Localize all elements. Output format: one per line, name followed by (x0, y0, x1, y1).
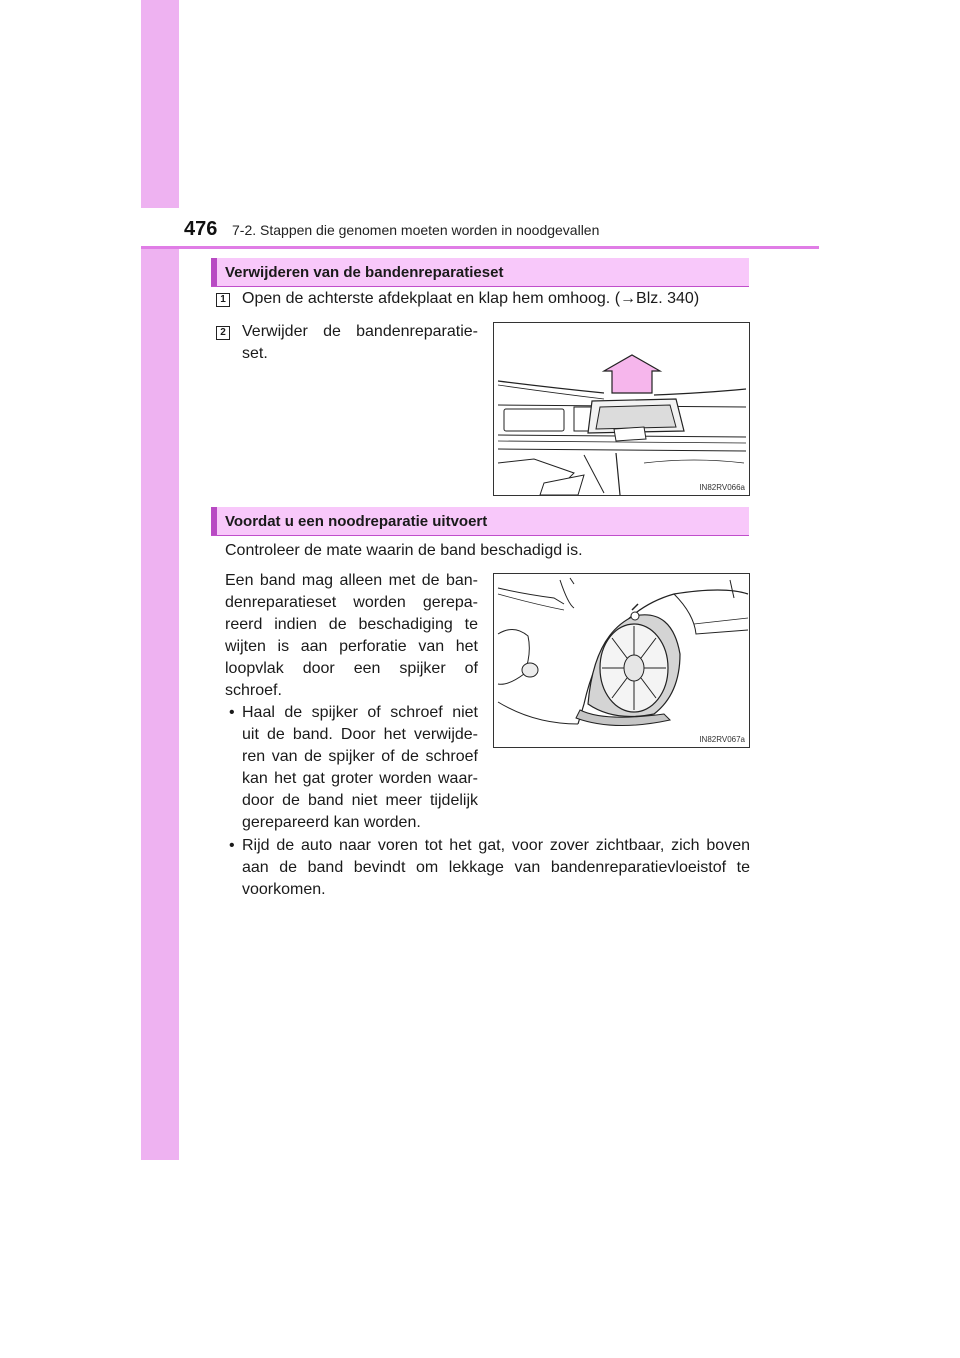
section-heading-accent (211, 258, 217, 286)
step-number-2: 2 (216, 326, 230, 340)
figure-repair-kit-removal (493, 322, 750, 496)
figure-code-1: IN82RV066a (699, 483, 745, 492)
page-number: 476 (184, 218, 218, 240)
intro-text: Controleer de mate waarin de band beschadigd is. (225, 542, 583, 559)
paragraph-line: Een band mag alleen met de ban- (225, 572, 478, 589)
paragraph-line: reerd indien de beschadiging te (225, 616, 478, 633)
bullet-1-line: Haal de spijker of schroef niet (242, 704, 478, 721)
figure-flat-tire (493, 573, 750, 748)
paragraph-line: loopvlak door een spijker of (225, 660, 478, 677)
section-heading-removal (211, 258, 749, 287)
paragraph-line: wijten is aan perforatie van het (225, 638, 478, 655)
bullet-1-line: kan het gat groter worden waar- (242, 770, 478, 787)
bullet-2: • (229, 837, 235, 854)
step-2-line-1: Verwijder de bandenreparatie- (242, 323, 478, 340)
bullet-1-line: uit de band. Door het verwijde- (242, 726, 478, 743)
flat-tire-illustration (494, 574, 749, 747)
paragraph-line: schroef. (225, 682, 282, 699)
paragraph-line: denreparatieset worden gerepa- (225, 594, 478, 611)
side-color-band (141, 0, 179, 1160)
section-heading-label: Verwijderen van de bandenreparatieset (225, 264, 504, 281)
section-heading-label: Voordat u een noodreparatie uitvoert (225, 513, 488, 530)
chapter-title: 7-2. Stappen die genomen moeten worden in noodgevallen (232, 222, 600, 238)
step-1-text: Open de achterste afdekplaat en klap hem omhoog. (→Blz. 340) (242, 290, 700, 307)
bullet-1-line: ren van de spijker of de schroef (242, 748, 478, 765)
step-number-1: 1 (216, 293, 230, 307)
bullet-1: • (229, 704, 235, 721)
bullet-2-line: aan de band bevindt om lekkage van bandenreparatievloeistof te (242, 859, 750, 876)
step-2-line-2: set. (242, 345, 268, 362)
bullet-2-line: voorkomen. (242, 881, 326, 898)
section-heading-before-repair (211, 507, 749, 536)
repair-kit-illustration (494, 323, 749, 495)
section-heading-accent (211, 507, 217, 535)
bullet-2-line: Rijd de auto naar voren tot het gat, voor zover zichtbaar, zich boven (242, 837, 750, 854)
figure-code-2: IN82RV067a (699, 735, 745, 744)
bullet-1-line: gerepareerd kan worden. (242, 814, 421, 831)
bullet-1-line: door de band niet meer tijdelijk (242, 792, 478, 809)
